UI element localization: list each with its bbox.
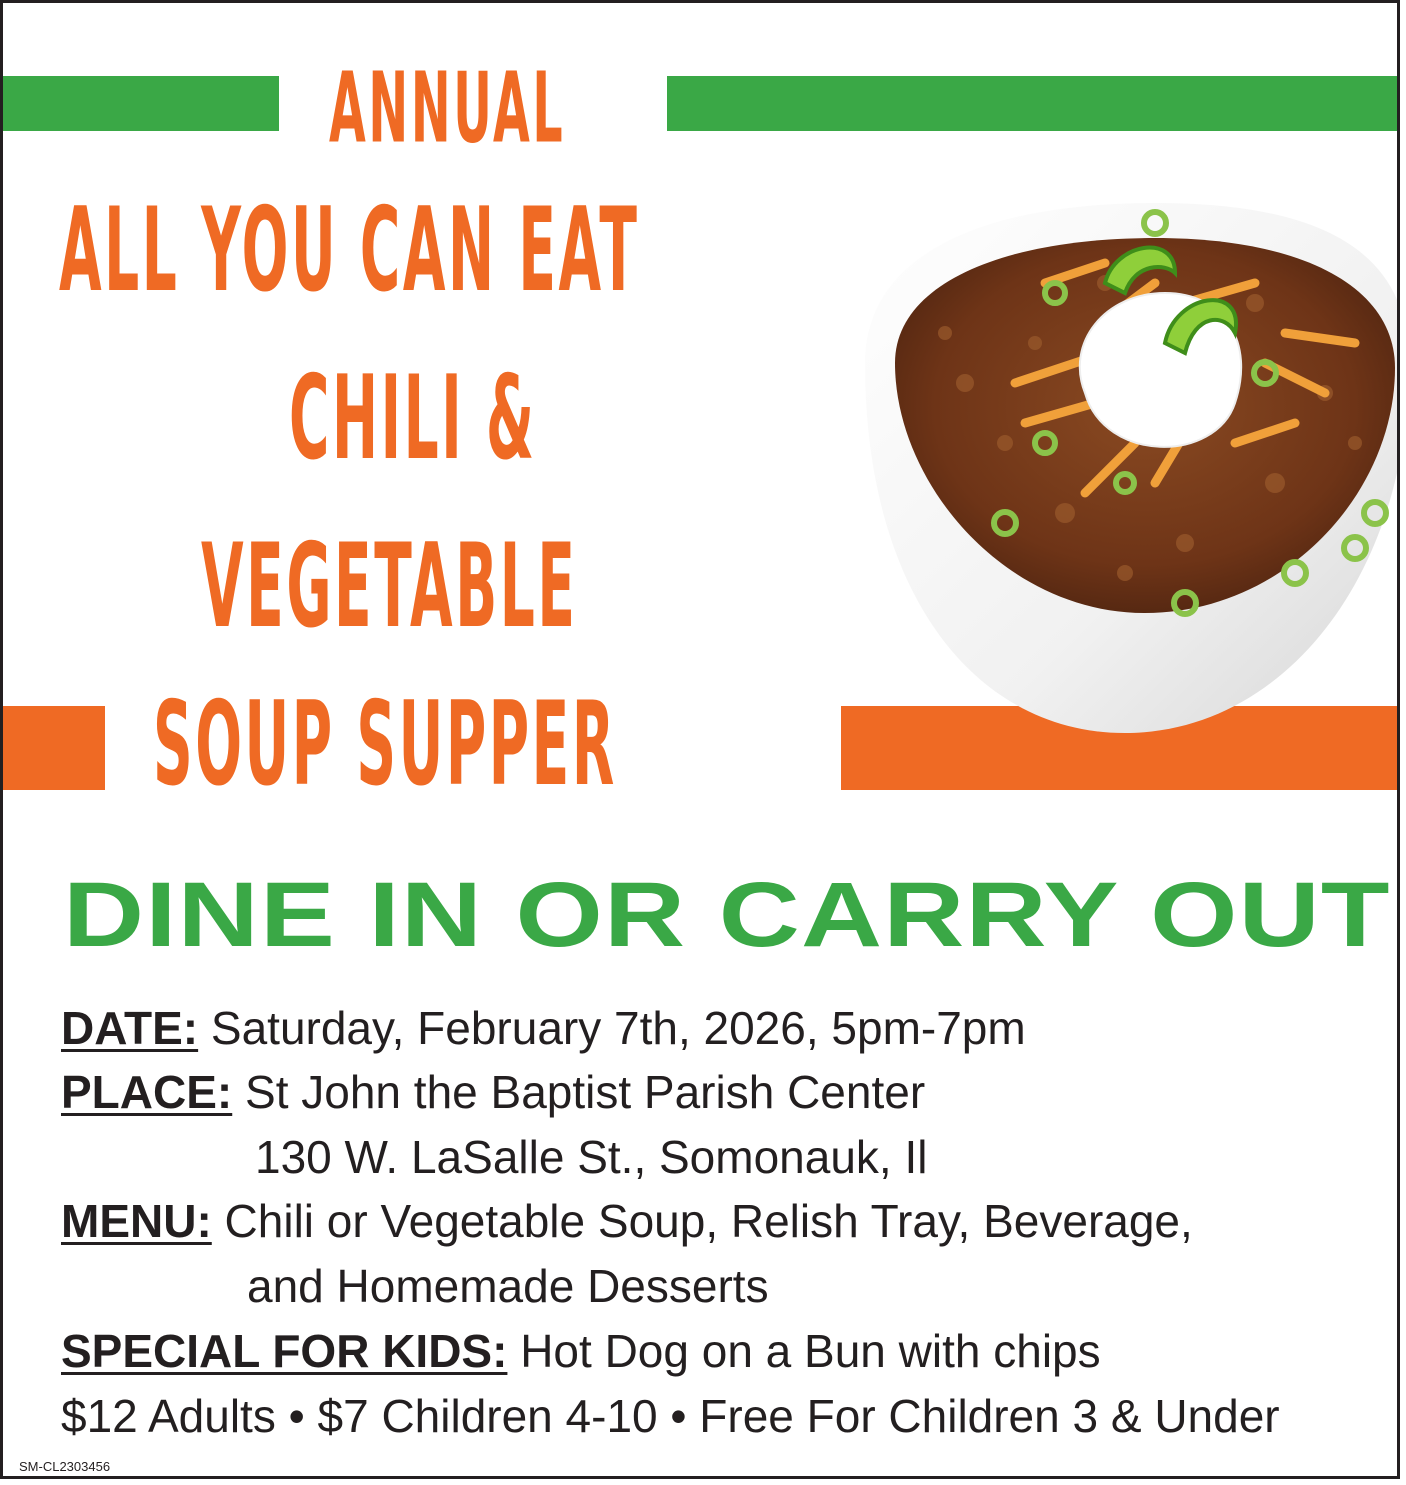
headline-annual: ANNUAL (329, 50, 566, 165)
bottom-left-orange-bar (3, 706, 105, 790)
ad-code: SM-CL2303456 (19, 1459, 111, 1474)
menu-label: MENU: (61, 1195, 212, 1247)
date-label: DATE: (61, 1002, 199, 1054)
headline-soup-supper: SOUP SUPPER (153, 677, 617, 813)
dine-in-or-carry-out: DINE IN OR CARRY OUT (63, 864, 1391, 966)
headline-all-you-can-eat: ALL YOU CAN EAT (59, 183, 640, 319)
kids-line (61, 1325, 1101, 1377)
place-label: PLACE: (61, 1066, 233, 1118)
prices-line: $12 Adults • $7 Children 4-10 • Free For Children 3 & Under (61, 1390, 1280, 1442)
date-value: Saturday, February 7th, 2026, 5pm-7pm (210, 1002, 1026, 1054)
place-line (61, 1066, 926, 1118)
menu-continued: and Homemade Desserts (247, 1260, 769, 1312)
headline-chili: CHILI & (289, 351, 537, 487)
menu-value: Chili or Vegetable Soup, Relish Tray, Beverage, (224, 1195, 1193, 1247)
kids-value: Hot Dog on a Bun with chips (520, 1325, 1101, 1377)
chili-bowl-icon (855, 193, 1400, 738)
headline-vegetable: VEGETABLE (201, 519, 578, 655)
kids-label: SPECIAL FOR KIDS: (61, 1325, 508, 1377)
menu-line (61, 1195, 1193, 1247)
top-left-green-bar (3, 76, 279, 131)
place-value: St John the Baptist Parish Center (245, 1066, 926, 1118)
place-address: 130 W. LaSalle St., Somonauk, Il (255, 1131, 928, 1183)
date-line (61, 1002, 1026, 1054)
top-right-green-bar (667, 76, 1400, 131)
